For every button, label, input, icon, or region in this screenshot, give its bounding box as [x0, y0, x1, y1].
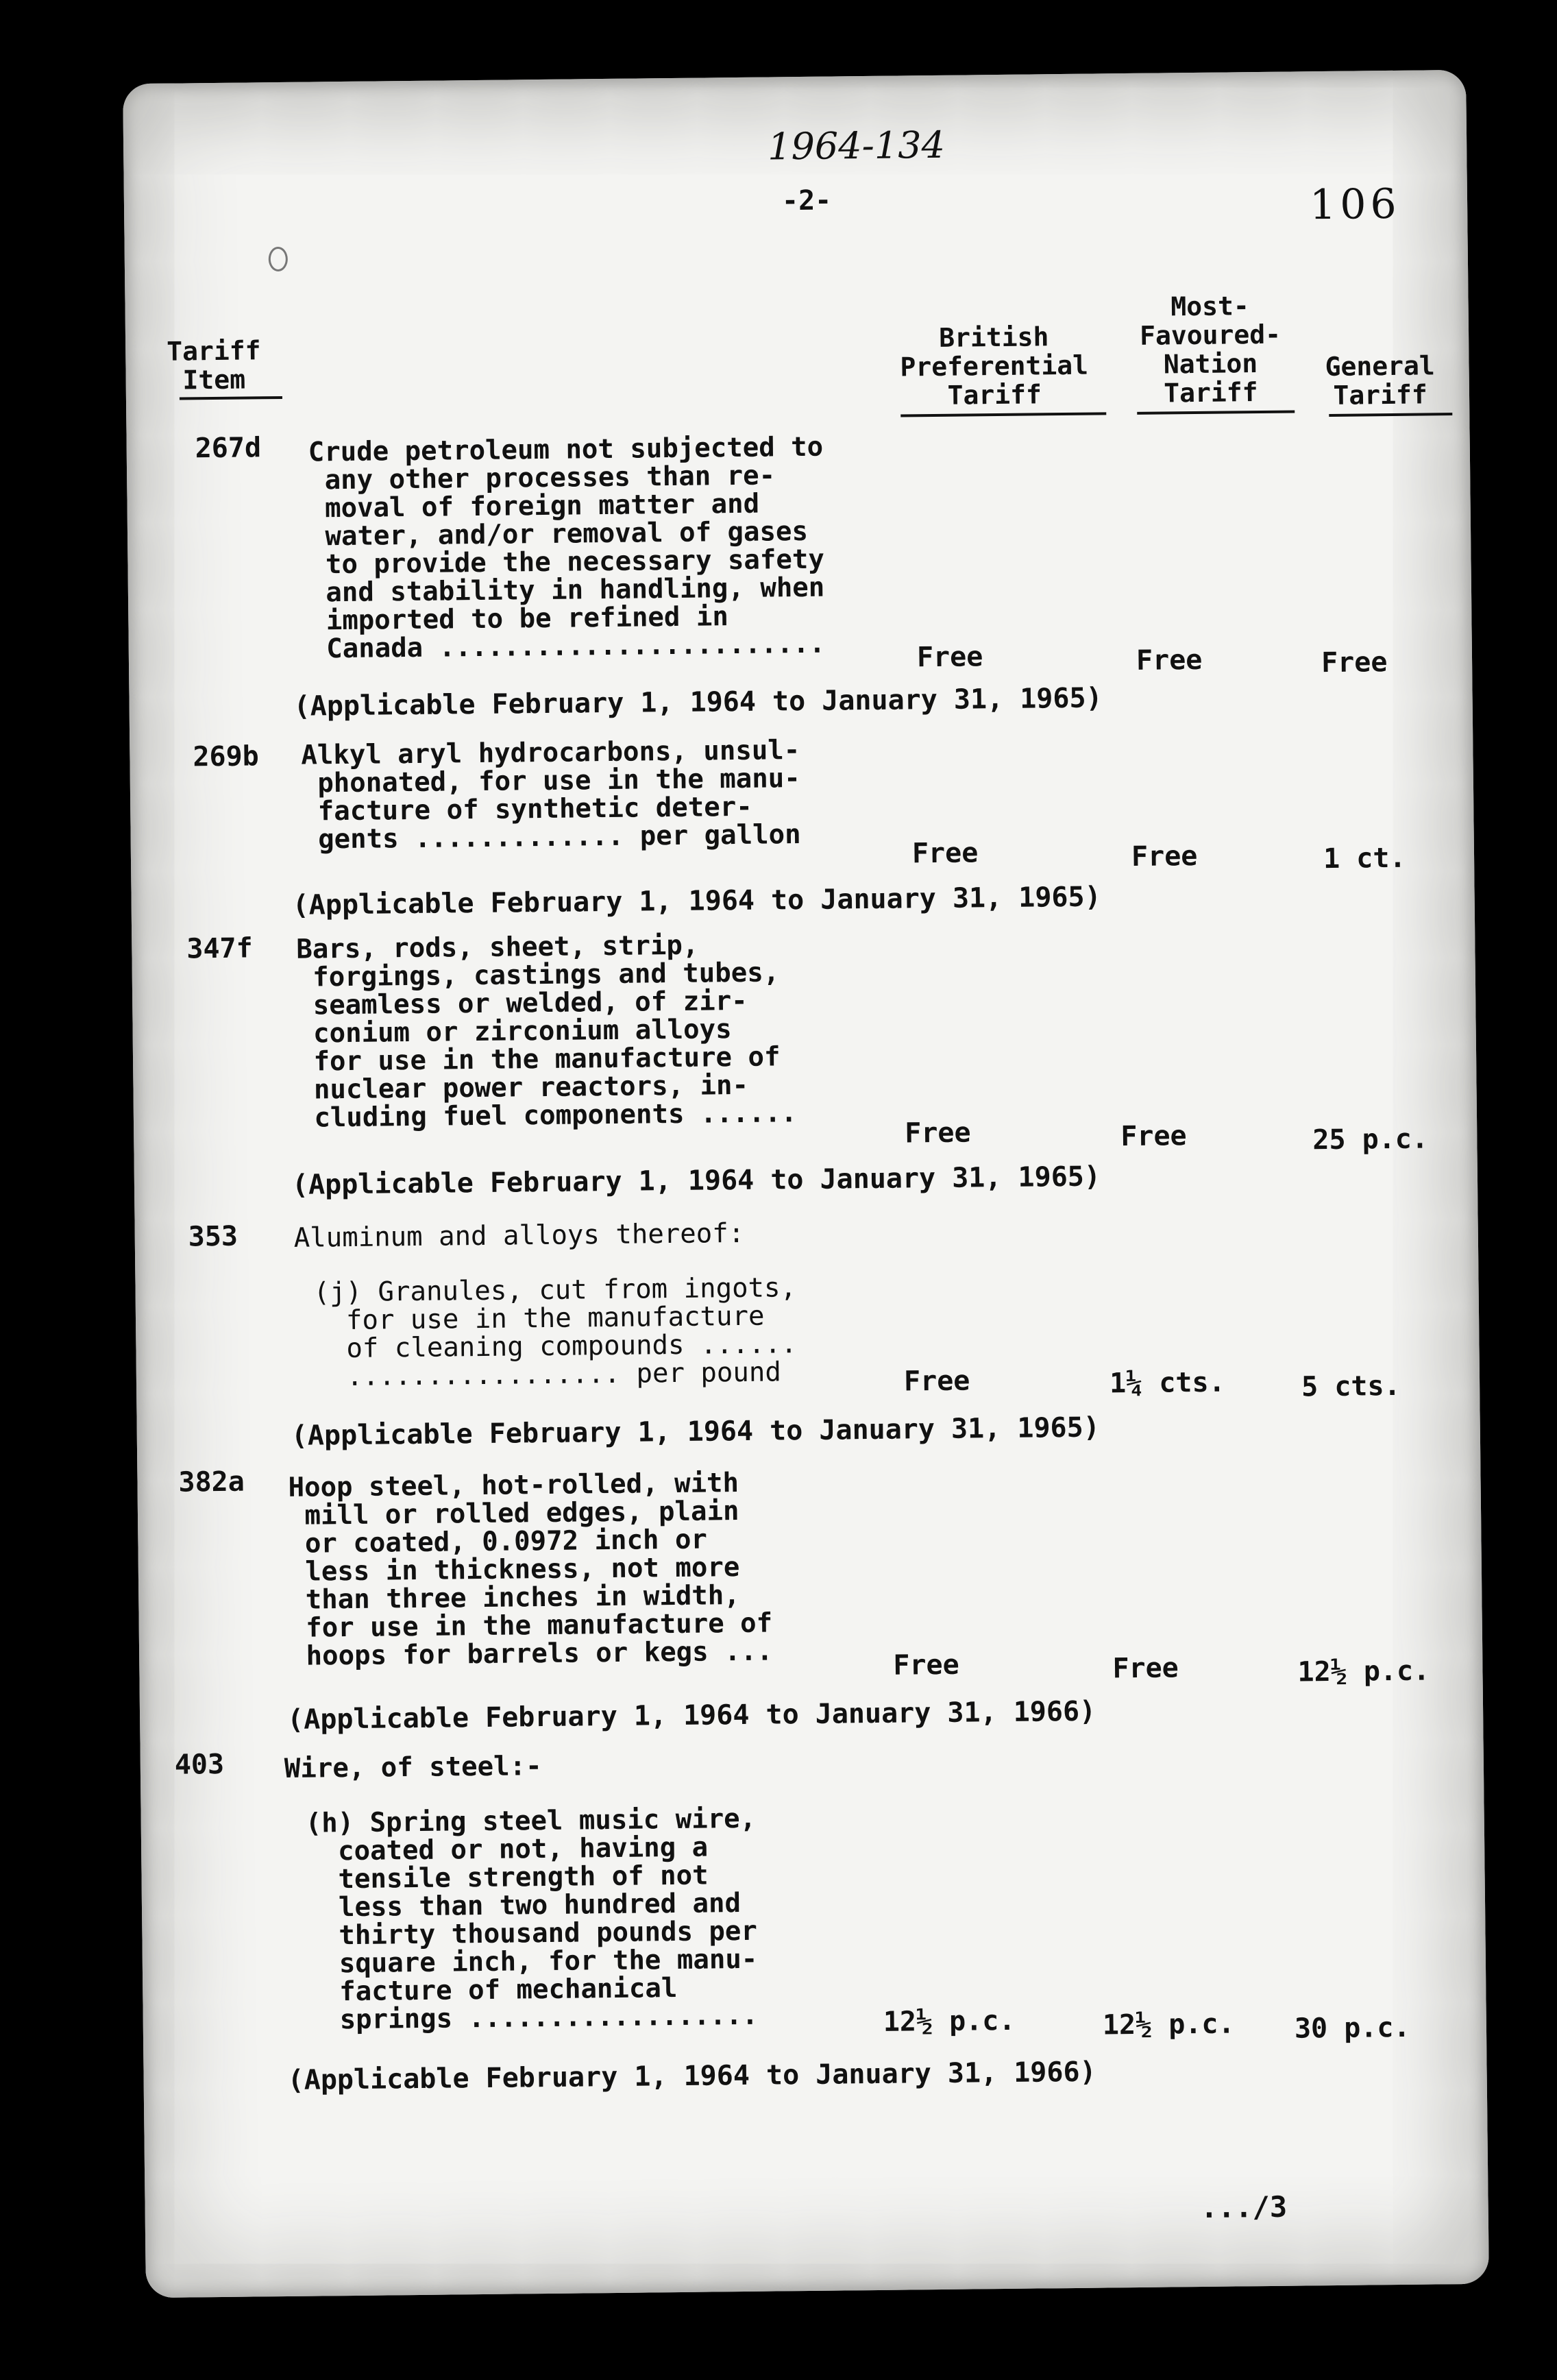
mfn-rate: 12½ p.c.	[1102, 2008, 1235, 2041]
applicable-period: (Applicable February 1, 1964 to January 31, 1965)	[291, 1411, 1101, 1452]
tariff-item-number: 269b	[193, 740, 259, 773]
applicable-period: (Applicable February 1, 1964 to January 31, 1965)	[292, 881, 1101, 921]
handwritten-reference: 1964-134	[767, 123, 946, 169]
col-header-general: General Tariff	[1325, 350, 1435, 411]
tariff-item-number: 347f	[186, 932, 253, 965]
tariff-item-number: 382a	[178, 1466, 245, 1498]
applicable-period: (Applicable February 1, 1964 to January 31, 1965)	[291, 1161, 1101, 1201]
applicable-period: (Applicable February 1, 1964 to January 31, 1966)	[286, 1695, 1096, 1736]
general-rate: 30 p.c.	[1294, 2011, 1410, 2045]
item-description: (j) Granules, cut from ingots, for use in the manufacture of cleaning compounds ...... ................. per pound	[313, 1272, 798, 1393]
item-description: Bars, rods, sheet, strip, forgings, castings and tubes, seamless or welded, of zir- conium or zirconium alloys for use in the manufacture of nuclear power reactors, in- cluding fuel components ......	[296, 930, 798, 1134]
punch-hole-mark	[269, 247, 288, 271]
item-description: Hoop steel, hot-rolled, with mill or rolled edges, plain or coated, 0.0972 inch or less in thickness, not more than three inches in width, for use in the manufacture of hoops for barrels or kegs ...	[288, 1468, 773, 1672]
item-heading: Wire, of steel:-	[284, 1751, 542, 1785]
british-rate: Free	[893, 1649, 959, 1681]
item-description: Crude petroleum not subjected to any other processes than re- moval of foreign matter and water, and/or removal of gases to provide the necessary safety and stability in handling, when imported to be refined in Canada ........................	[308, 431, 826, 665]
mfn-rate: Free	[1120, 1120, 1187, 1153]
header-underline	[900, 412, 1106, 417]
col-header-tariff-item: Tariff Item	[167, 335, 261, 396]
british-rate: Free	[911, 837, 979, 870]
document-page	[123, 70, 1489, 2298]
applicable-period: (Applicable February 1, 1964 to January 31, 1966)	[287, 2056, 1096, 2096]
general-rate: 5 cts.	[1301, 1370, 1401, 1403]
tariff-item-number: 267d	[195, 432, 262, 465]
item-heading: Aluminum and alloys thereof:	[293, 1217, 745, 1254]
british-rate: 12½ p.c.	[883, 2004, 1016, 2038]
general-rate: 12½ p.c.	[1297, 1655, 1430, 1688]
header-underline	[1137, 410, 1295, 414]
header-underline	[180, 396, 282, 400]
general-rate: 25 p.c.	[1312, 1123, 1429, 1156]
header-underline	[1329, 413, 1452, 417]
mfn-rate: Free	[1131, 840, 1198, 873]
british-rate: Free	[903, 1365, 970, 1398]
british-rate: Free	[904, 1117, 971, 1150]
page-marker: -2-	[781, 184, 832, 217]
british-rate: Free	[916, 641, 983, 674]
mfn-rate: Free	[1136, 644, 1203, 677]
col-header-british: British Preferential Tariff	[900, 321, 1089, 411]
item-description: (h) Spring steel music wire, coated or not, having a tensile strength of not less than two hundred and thirty thousand pounds per square inch, for the manu- facture of mechanical springs ..................	[305, 1803, 759, 2036]
col-header-mfn: Most- Favoured- Nation Tariff	[1139, 291, 1282, 409]
tariff-item-number: 353	[188, 1220, 238, 1253]
mfn-rate: Free	[1112, 1652, 1179, 1685]
mfn-rate: 1¼ cts.	[1109, 1366, 1225, 1400]
item-description: Alkyl aryl hydrocarbons, unsul- phonated, for use in the manu- facture of synthetic deter- gents ............. per gallon	[301, 735, 801, 855]
page-number: 106	[1309, 180, 1401, 230]
tariff-item-number: 403	[174, 1748, 225, 1781]
general-rate: 1 ct.	[1323, 842, 1406, 875]
continued-marker: .../3	[1200, 2189, 1288, 2225]
general-rate: Free	[1321, 646, 1388, 679]
applicable-period: (Applicable February 1, 1964 to January 31, 1965)	[293, 682, 1103, 722]
